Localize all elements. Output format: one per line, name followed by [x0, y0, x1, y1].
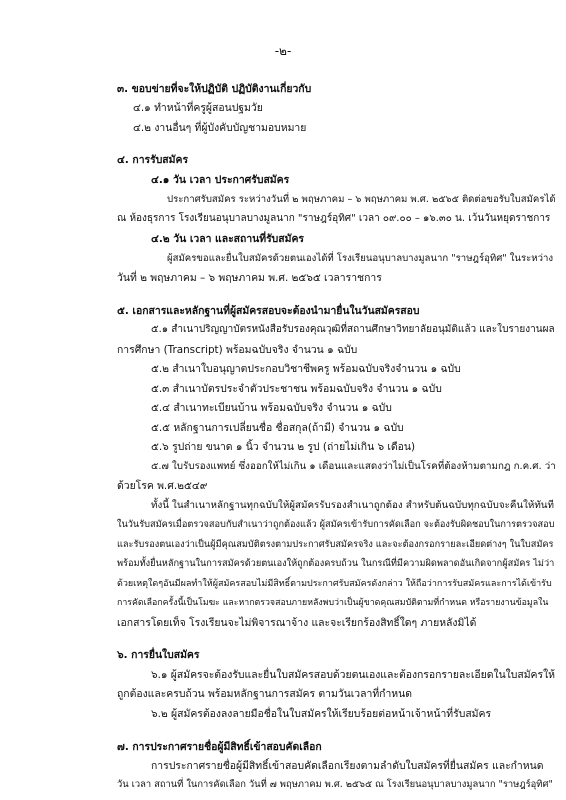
page-number: -๒- — [274, 44, 292, 58]
section-5-para-line-7: เอกสารโดยเท็จ โรงเรียนจะไม่พิจารณาจ้าง และจะเรียกร้องสิทธิ์ใดๆ ภายหลังมิได้ — [117, 617, 477, 629]
section-5-para-line-6: การคัดเลือกครั้งนี้เป็นโมฆะ และหากตรวจสอบภายหลังพบว่าเป็นผู้ขาดคุณสมบัติตามที่กำหนด หรือรายงานข้อมูลใน — [117, 598, 549, 608]
section-7-line-1: การประกาศรายชื่อผู้มีสิทธิ์เข้าสอบคัดเลือกเรียงตามลำดับใบสมัครที่ยื่นสมัคร และกำหนด — [151, 760, 544, 772]
section-7-line-2: วัน เวลา สถานที่ ในการคัดเลือก วันที่ ๗ พฤษภาคม พ.ศ. ๒๕๖๕ ณ โรงเรียนอนุบาลบางมูลนาก "ราษฎร์อุทิศ" — [117, 779, 553, 790]
section-5-para-line-5: ด้วยเหตุใดๆอันมีผลทำให้ผู้สมัครสอบไม่มีสิทธิ์ตามประกาศรับสมัครดังกล่าว ให้ถือว่าการรับสมัครและการได้เข้ารับ — [117, 579, 552, 589]
section-6-line-2: ถูกต้องและครบถ้วน พร้อมหลักฐานการสมัคร ตามวันเวลาที่กำหนด — [117, 688, 413, 700]
section-5-line-4: ๕.๓ สำเนาบัตรประจำตัวประชาชน พร้อมฉบับจริง จำนวน ๑ ฉบับ — [151, 383, 442, 395]
section-5-heading: ๕. เอกสารและหลักฐานที่ผู้สมัครสอบจะต้องนำมายื่นในวันสมัครสอบ — [117, 305, 420, 317]
section-7-heading: ๗. การประกาศรายชื่อผู้มีสิทธิ์เข้าสอบคัดเลือก — [117, 741, 322, 753]
section-5-line-3: ๕.๒ สำเนาใบอนุญาตประกอบวิชาชีพครู พร้อมฉบับจริงจำนวน ๑ ฉบับ — [151, 363, 461, 375]
section-5-line-7: ๕.๖ รูปถ่าย ขนาด ๑ นิ้ว จำนวน ๒ รูป (ถ่ายไม่เกิน ๖ เดือน) — [151, 441, 416, 453]
section-6-line-3: ๖.๒ ผู้สมัครต้องลงลายมือชื่อในใบสมัครให้เรียบร้อยต่อหน้าเจ้าหน้าที่รับสมัคร — [151, 708, 492, 720]
section-5-line-6: ๕.๕ หลักฐานการเปลี่ยนชื่อ ชื่อสกุล(ถ้ามี) จำนวน ๑ ฉบับ — [151, 422, 404, 434]
section-6-line-1: ๖.๑ ผู้สมัครจะต้องรับและยื่นใบสมัครสอบด้วยตนเองและต้องกรอกรายละเอียดในใบสมัครให้ — [151, 669, 555, 681]
section-4-1-heading: ๔.๑ วัน เวลา ประกาศรับสมัคร — [151, 174, 290, 186]
section-5-line-5: ๕.๔ สำเนาทะเบียนบ้าน พร้อมฉบับจริง จำนวน ๑ ฉบับ — [151, 402, 392, 414]
section-6-heading: ๖. การยื่นใบสมัคร — [117, 649, 200, 661]
section-3-heading: ๓. ขอบข่ายที่จะให้ปฏิบัติ ปฏิบัติงานเกี่ยวกับ — [117, 83, 312, 95]
section-4-2-line-2: วันที่ ๒ พฤษภาคม – ๖ พฤษภาคม พ.ศ. ๒๕๖๕ เวลาราชการ — [117, 272, 382, 284]
section-5-para-line-4: พร้อมทั้งยื่นหลักฐานในการสมัครด้วยตนเองให้ถูกต้องครบถ้วน ในกรณีที่มีความผิดพลาดอันเกิดจากผู้สมัคร ไม่ว่า — [117, 558, 555, 569]
section-4-1-line-1: ประกาศรับสมัคร ระหว่างวันที่ ๒ พฤษภาคม – ๖ พฤษภาคม พ.ศ. ๒๕๖๕ ติดต่อขอรับใบสมัครได้ — [167, 194, 556, 205]
section-5-line-8: ๕.๗ ใบรับรองแพทย์ ซึ่งออกให้ไม่เกิน ๑ เดือนและแสดงว่าไม่เป็นโรคที่ต้องห้ามตามกฎ ก.ค.ศ. ว่า — [151, 461, 556, 472]
section-5-para-line-2: ในวันรับสมัครเมื่อตรวจสอบกับสำเนาว่าถูกต้องแล้ว ผู้สมัครเข้ารับการคัดเลือก จะต้องรับผิดชอบในการตรวจสอบ — [117, 519, 555, 530]
section-4-heading: ๔. การรับสมัคร — [117, 154, 189, 166]
section-3-item-1: ๔.๑ ทำหน้าที่ครูผู้สอนปฐมวัย — [133, 102, 263, 114]
section-5-line-9: ด้วยโรค พ.ศ.๒๕๔๙ — [117, 480, 208, 492]
section-4-2-line-1: ผู้สมัครขอและยื่นใบสมัครด้วยตนเองได้ที่ โรงเรียนอนุบาลบางมูลนาก "ราษฎร์อุทิศ" ในระหว่าง — [167, 253, 554, 264]
section-4-1-line-2: ณ ห้องธุรการ โรงเรียนอนุบาลบางมูลนาก "ราษฎร์อุทิศ" เวลา ๐๙.๐๐ – ๑๖.๓๐ น. เว้นวันหยุดราชการ — [117, 213, 551, 224]
section-5-line-1: ๕.๑ สำเนาปริญญาบัตรหนังสือรับรองคุณวุฒิที่สถานศึกษาวิทยาลัยอนุมัติแล้ว และใบรายงานผล — [151, 324, 555, 335]
section-3-item-2: ๔.๒ งานอื่นๆ ที่ผู้บังคับบัญชามอบหมาย — [133, 122, 307, 134]
section-4-2-heading: ๔.๒ วัน เวลา และสถานที่รับสมัคร — [151, 233, 305, 245]
section-5-para-line-1: ทั้งนี้ ในสำเนาหลักฐานทุกฉบับให้ผู้สมัครรับรองสำเนาถูกต้อง สำหรับต้นฉบับทุกฉบับจะคืนให้ทันที — [151, 500, 554, 511]
section-5-para-line-3: และรับรองตนเองว่าเป็นผู้มีคุณสมบัติตรงตามประกาศรับสมัครจริง และจะต้องกรอกรายละเอียดต่างๆ ในใบสมัคร — [117, 539, 554, 550]
section-5-line-2: การศึกษา (Transcript) พร้อมฉบับจริง จำนวน ๑ ฉบับ — [117, 344, 358, 356]
